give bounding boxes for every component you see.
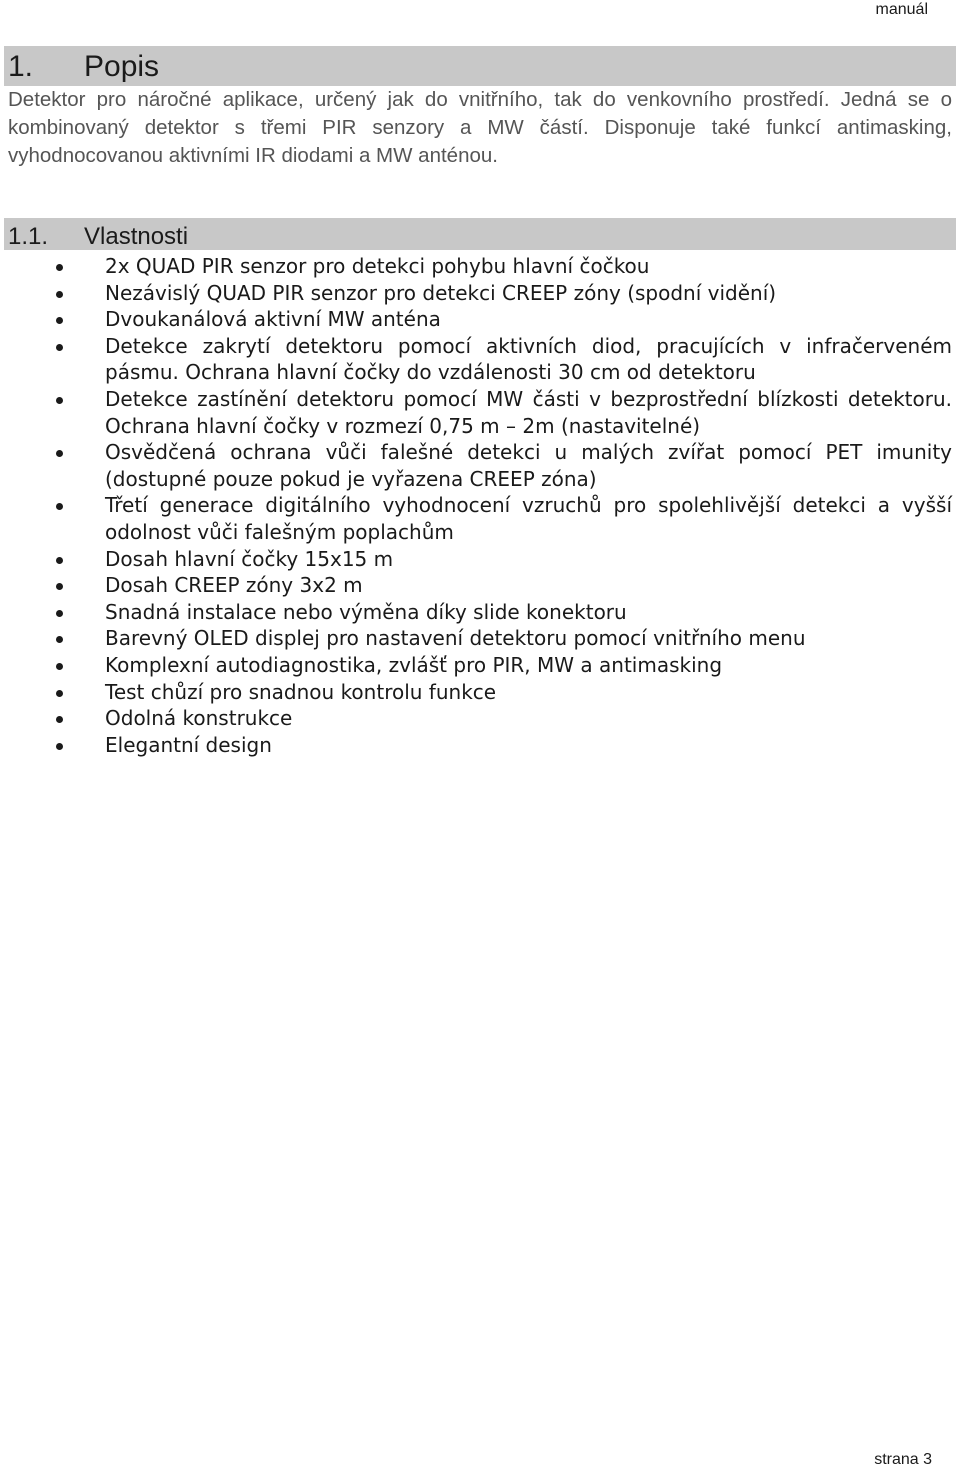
- list-item-text: Dosah hlavní čočky 15x15 m: [105, 546, 394, 571]
- list-item-text: 2x QUAD PIR senzor pro detekci pohybu hlavní čočkou: [105, 254, 650, 278]
- list-item: [0, 280, 952, 307]
- list-item: [0, 599, 952, 626]
- list-item: [0, 625, 952, 652]
- bullet-icon: [56, 610, 63, 617]
- list-item-text: Dvoukanálová aktivní MW anténa: [105, 307, 441, 332]
- subsection-heading-vlastnosti: [4, 218, 956, 250]
- bullet-icon: [56, 716, 63, 723]
- bullet-icon: [56, 743, 63, 750]
- bullet-icon: [56, 690, 63, 697]
- bullet-icon: [56, 450, 63, 457]
- list-item: [0, 732, 952, 759]
- list-item: [0, 439, 952, 492]
- list-item: [0, 333, 952, 386]
- list-item: [0, 386, 952, 439]
- bullet-icon: [56, 344, 63, 351]
- bullet-icon: [56, 397, 63, 404]
- list-item: [0, 492, 952, 545]
- bullet-icon: [56, 503, 63, 510]
- section-number: 1.: [8, 50, 34, 83]
- list-item: [0, 253, 952, 280]
- list-item-text: Snadná instalace nebo výměna díky slide konektoru: [105, 599, 627, 624]
- bullet-icon: [56, 663, 63, 670]
- subsection-title: Vlastnosti: [84, 223, 189, 250]
- bullet-icon: [56, 557, 63, 564]
- list-item-text: Nezávislý QUAD PIR senzor pro detekci CREEP zóny (spodní vidění): [105, 280, 777, 305]
- page-number: strana 3: [874, 1451, 932, 1468]
- list-item: [0, 679, 952, 706]
- feature-list: [0, 253, 952, 758]
- list-item: [0, 705, 952, 732]
- list-item-text: Detekce zakrytí detektoru pomocí aktivních diod, pracujících v infračerveném pásmu. Ochrana hlavní čočky do vzdálenosti 30 cm od detektoru: [105, 333, 952, 385]
- list-item-text: Osvědčená ochrana vůči falešné detekci u malých zvířat pomocí PET imunity (dostupné pouze pokud je vyřazena CREEP zóna): [105, 440, 952, 491]
- bullet-icon: [56, 291, 63, 298]
- section-heading-popis: [4, 46, 956, 86]
- bullet-icon: [56, 583, 63, 590]
- list-item-text: Detekce zastínění detektoru pomocí MW části v bezprostřední blízkosti detektoru. Ochrana hlavní čočky v rozmezí 0,75 m – 2m (nastavitelné): [105, 386, 952, 438]
- list-item-text: Barevný OLED displej pro nastavení detektoru pomocí vnitřního menu: [105, 626, 806, 651]
- list-item: [0, 306, 952, 333]
- list-item-text: Elegantní design: [105, 732, 272, 757]
- list-item-text: Třetí generace digitálního vyhodnocení vzruchů pro spolehlivější detekci a vyšší odolnost vůči falešným poplachům: [105, 493, 952, 544]
- running-header: manuál: [875, 1, 928, 18]
- bullet-icon: [56, 317, 63, 324]
- list-item-text: Test chůzí pro snadnou kontrolu funkce: [105, 679, 497, 704]
- list-item: [0, 652, 952, 679]
- section-title: Popis: [84, 50, 160, 83]
- list-item-text: Komplexní autodiagnostika, zvlášť pro PIR, MW a antimasking: [105, 652, 723, 677]
- list-item: [0, 572, 952, 599]
- bullet-icon: [56, 264, 63, 271]
- list-item-text: Odolná konstrukce: [105, 706, 293, 731]
- subsection-number: 1.1.: [8, 223, 49, 250]
- list-item-text: Dosah CREEP zóny 3x2 m: [105, 573, 363, 598]
- bullet-icon: [56, 636, 63, 643]
- intro-paragraph: Detektor pro náročné aplikace, určený jak do vnitřního, tak do venkovního prostředí. Jedná se o kombinovaný detektor s třemi PIR senzory a MW částí. Disponuje také funkcí antimasking, vyhodnocovanou aktivními IR diodami a MW anténou.: [8, 88, 952, 167]
- list-item: [0, 546, 952, 573]
